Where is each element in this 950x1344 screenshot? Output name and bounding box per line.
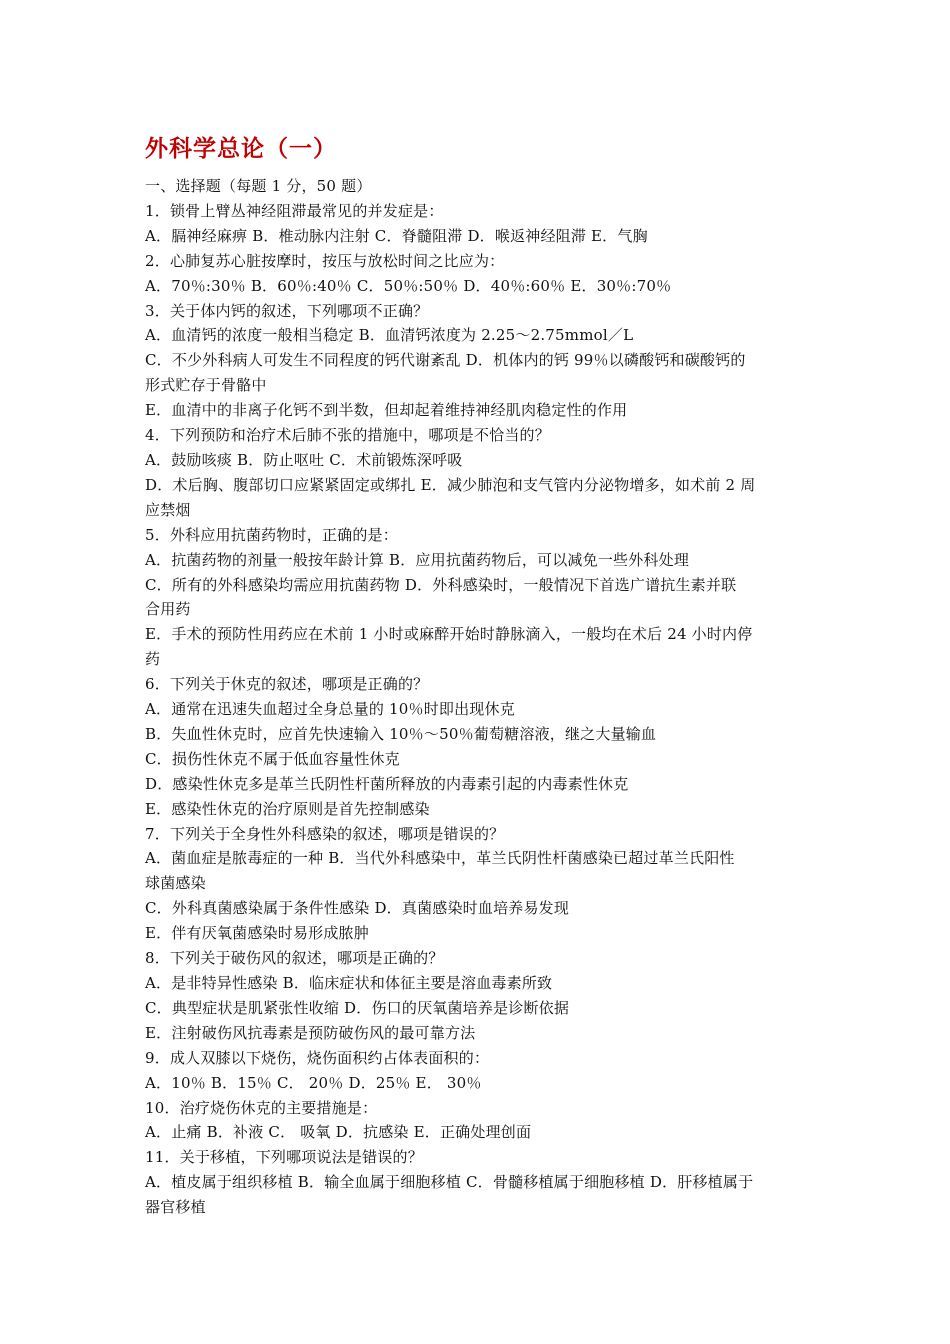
text-line: 球菌感染	[145, 874, 206, 893]
text-line: 7．下列关于全身性外科感染的叙述，哪项是错误的？	[145, 824, 505, 843]
text-line: E．注射破伤风抗毒素是预防破伤风的最可靠方法	[145, 1023, 476, 1042]
document-page	[145, 134, 813, 1220]
text-line: 药	[145, 650, 161, 669]
text-line: C．不少外科病人可发生不同程度的钙代谢紊乱 D．机体内的钙 99％以磷酸钙和碳酸钙的	[145, 351, 746, 370]
text-line: 一、选择题（每题 1 分，50 题）	[145, 177, 372, 195]
text-line: A．抗菌药物的剂量一般按年龄计算 B．应用抗菌药物后，可以减免一些外科处理	[145, 550, 690, 569]
text-line: C．外科真菌感染属于条件性感染 D．真菌感染时血培养易发现	[145, 899, 570, 918]
text-line: A．膈神经麻痹 B．椎动脉内注射 C．脊髓阻滞 D．喉返神经阻滞 E．气胸	[145, 226, 648, 245]
text-line: E．伴有厌氧菌感染时易形成脓肿	[145, 924, 369, 943]
text-line: A．70％:30％ B．60％:40％ C．50％:50％ D．40％:60％ E．30％:70％	[145, 276, 672, 295]
text-line: E．血清中的非离子化钙不到半数，但却起着维持神经肌肉稳定性的作用	[145, 401, 628, 420]
text-line: C．典型症状是肌紧张性收缩 D．伤口的厌氧菌培养是诊断依据	[145, 998, 570, 1017]
text-line: 形式贮存于骨骼中	[145, 376, 267, 395]
text-line: 2．心肺复苏心脏按摩时，按压与放松时间之比应为：	[145, 251, 505, 270]
text-line: 1．锁骨上臂丛神经阻滞最常见的并发症是：	[145, 201, 444, 220]
text-line: 4．下列预防和治疗术后肺不张的措施中，哪项是不恰当的？	[145, 426, 550, 445]
text-line: E．感染性休克的治疗原则是首先控制感染	[145, 799, 430, 818]
document-title: 外科学总论（一）	[145, 135, 337, 162]
text-line: A．是非特异性感染 B．临床症状和体征主要是溶血毒素所致	[145, 974, 553, 992]
text-line: 器官移植	[145, 1198, 206, 1217]
text-line: D．术后胸、腹部切口应紧紧固定或绑扎 E．减少肺泡和支气管内分泌物增多，如术前 2 周	[145, 475, 756, 494]
text-line: A．止痛 B．补液 C． 吸氧 D．抗感染 E．正确处理创面	[145, 1123, 532, 1142]
text-line: D．感染性休克多是革兰氏阴性杆菌所释放的内毒素引起的内毒素性休克	[145, 774, 629, 793]
text-line: 10．治疗烧伤休克的主要措施是：	[145, 1098, 378, 1117]
text-line: A．通常在迅速失血超过全身总量的 10％时即出现休克	[145, 700, 515, 719]
text-line: 9．成人双膝以下烧伤，烧伤面积约占体表面积的：	[145, 1048, 490, 1067]
document-body	[145, 174, 813, 1220]
text-line: E．手术的预防性用药应在术前 1 小时或麻醉开始时静脉滴入，一般均在术后 24 小时内停	[145, 625, 753, 644]
text-line: C．所有的外科感染均需应用抗菌药物 D．外科感染时，一般情况下首选广谱抗生素并联	[145, 575, 737, 594]
text-line: A．血清钙的浓度一般相当稳定 B．血清钙浓度为 2.25～2.75mmol／L	[145, 326, 634, 345]
text-line: A．鼓励咳痰 B．防止呕吐 C．术前锻炼深呼吸	[145, 450, 463, 469]
text-line: 3．关于体内钙的叙述，下列哪项不正确？	[145, 301, 429, 320]
text-line: 合用药	[145, 600, 191, 619]
text-line: A．菌血症是脓毒症的一种 B．当代外科感染中，革兰氏阴性杆菌感染已超过革兰氏阳性	[145, 849, 735, 868]
text-line: B．失血性休克时，应首先快速输入 10％～50％葡萄糖溶液，继之大量输血	[145, 724, 657, 743]
text-line: 应禁烟	[145, 500, 191, 519]
text-line: 11．关于移植，下列哪项说法是错误的？	[145, 1148, 423, 1167]
text-line: A．10％ B．15％ C． 20％ D．25％ E． 30％	[145, 1073, 482, 1092]
text-line: 8．下列关于破伤风的叙述，哪项是正确的？	[145, 949, 444, 968]
text-line: A．植皮属于组织移植 B．输全血属于细胞移植 C．骨髓移植属于细胞移植 D．肝移植属于	[145, 1173, 754, 1192]
text-line: 6．下列关于休克的叙述，哪项是正确的？	[145, 675, 429, 694]
text-line: 5．外科应用抗菌药物时，正确的是：	[145, 525, 398, 544]
text-line: C．损伤性休克不属于低血容量性休克	[145, 749, 400, 768]
